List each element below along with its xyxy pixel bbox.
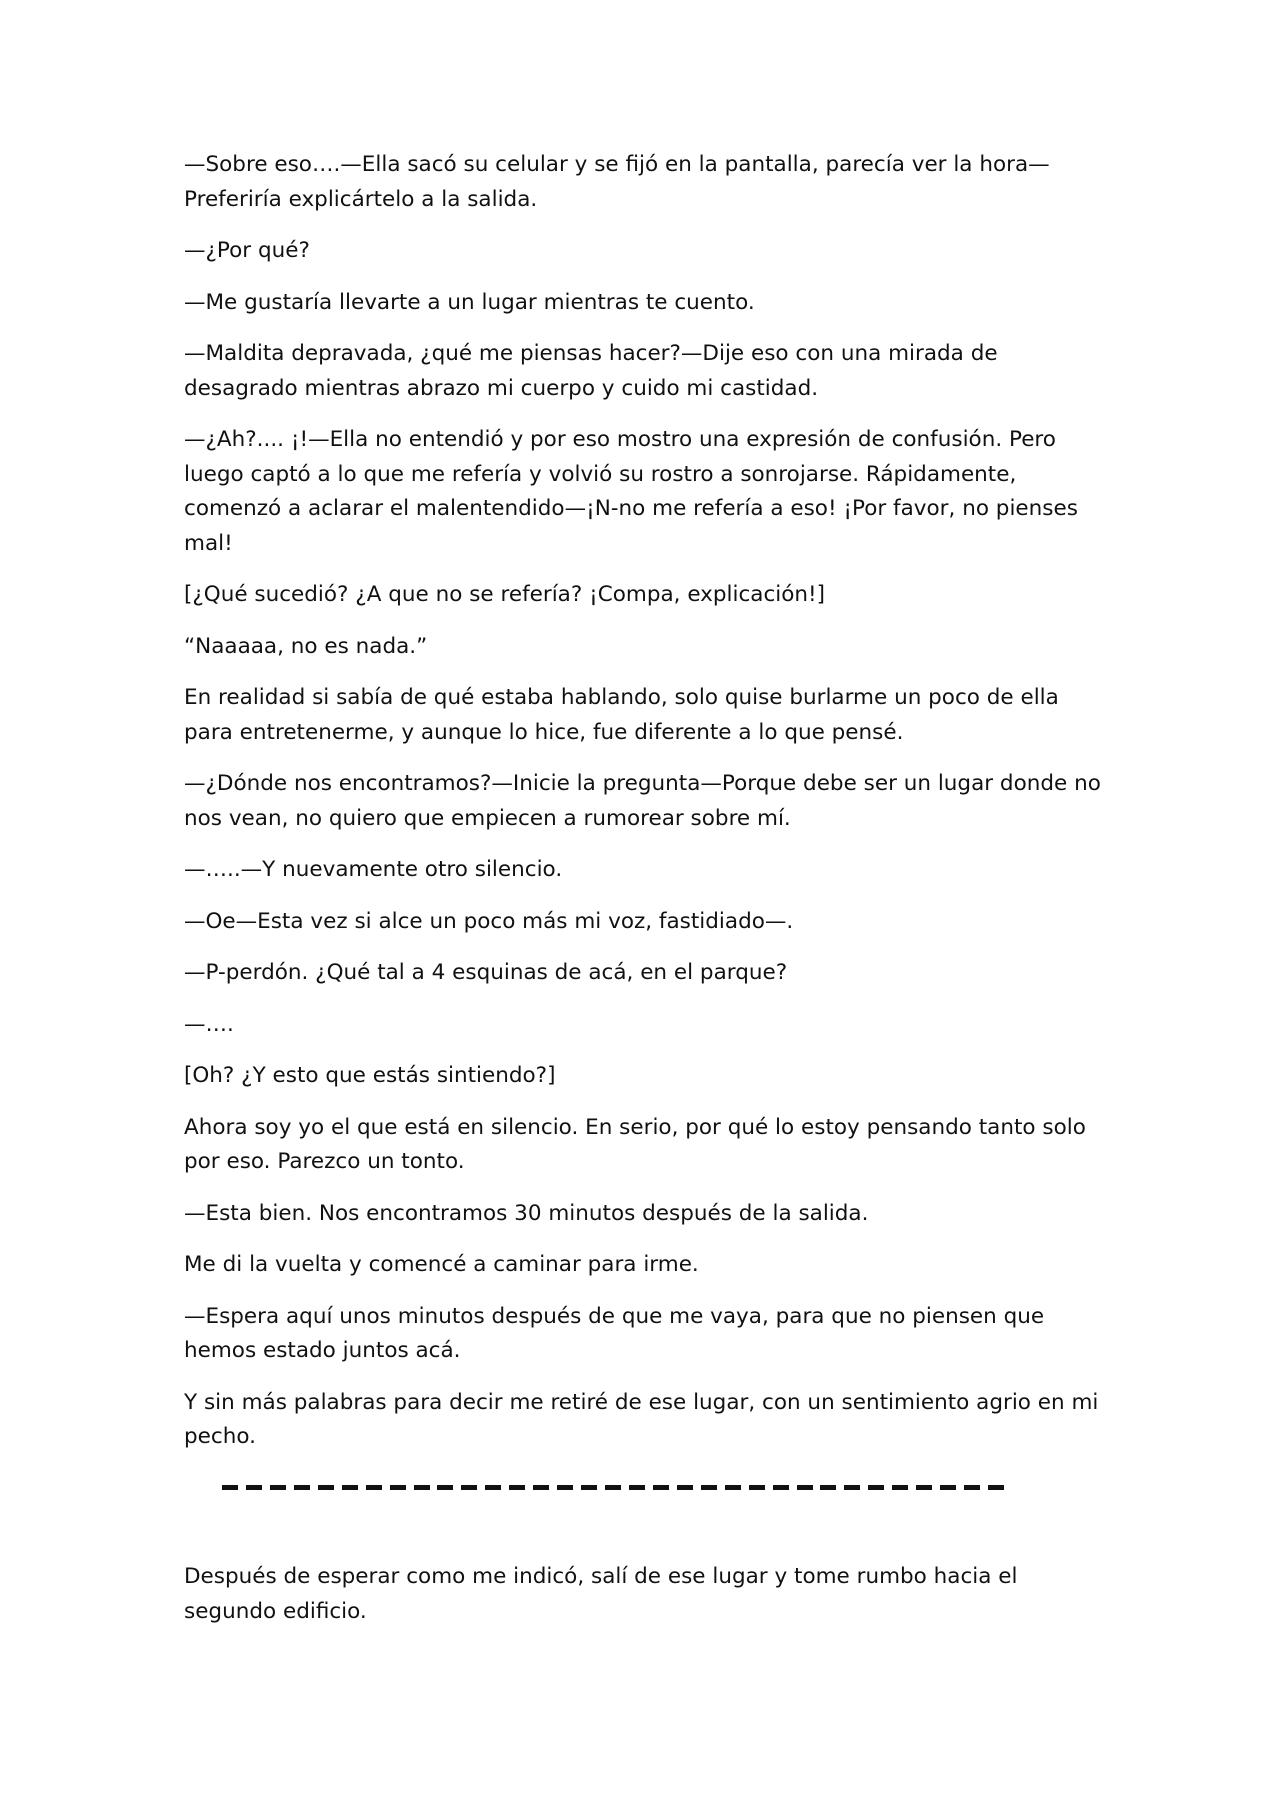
separator-dash [844,1485,860,1490]
separator-dash [342,1485,358,1490]
paragraph: —Me gustaría llevarte a un lugar mientras te cuento. [184,289,755,315]
separator-dash [820,1485,836,1490]
paragraph: —¿Dónde nos encontramos?—Inicie la pregunta—Porque debe ser un lugar donde no nos vean, no quiero que empiecen a rumorear sobre mí. [184,771,1101,831]
paragraph: [¿Qué sucedió? ¿A que no se refería? ¡Compa, explicación!] [184,582,826,607]
paragraph: —Maldita depravada, ¿qué me piensas hacer?—Dije eso con una mirada de desagrado mientras abrazo mi cuerpo y cuido mi castidad. [184,341,998,401]
separator-dash [509,1485,525,1490]
paragraph: Me di la vuelta y comencé a caminar para irme. [184,1252,699,1277]
separator-dash [773,1485,789,1490]
separator-dash [294,1485,310,1490]
separator-dash [677,1485,693,1490]
separator-dash [605,1485,621,1490]
paragraph: —¿Ah?.... ¡!—Ella no entendió y por eso mostro una expresión de confusión. Pero luego captó a lo que me refería y volvió su rostro a sonrojarse. Rápidamente, comenzó a aclarar el malentendido—¡N-no me refería a eso! ¡Por favor, no pienses mal! [184,427,1078,556]
separator-dash [414,1485,430,1490]
story-text [184,148,1114,1472]
separator-dash [390,1485,406,1490]
paragraph: —Sobre eso….—Ella sacó su celular y se fijó en la pantalla, parecía ver la hora—Preferiría explicártelo a la salida. [184,152,1050,212]
separator-dash [988,1485,1004,1490]
paragraph: Después de esperar como me indicó, salí de ese lugar y tome rumbo hacia el segundo edificio. [184,1564,1018,1624]
separator-dash [629,1485,645,1490]
separator-dash [485,1485,501,1490]
separator-dash [653,1485,669,1490]
paragraph: Ahora soy yo el que está en silencio. En serio, por qué lo estoy pensando tanto solo por eso. Parezco un tonto. [184,1114,1086,1174]
separator-dash [557,1485,573,1490]
separator-dash [581,1485,597,1490]
paragraph: “Naaaaa, no es nada.” [184,633,428,659]
separator-dash [725,1485,741,1490]
paragraph: —Esta bien. Nos encontramos 30 minutos después de la salida. [184,1200,869,1226]
paragraph: —…..—Y nuevamente otro silencio. [184,857,563,882]
separator-dash [916,1485,932,1490]
separator-dash [868,1485,884,1490]
separator-dash [533,1485,549,1490]
separator-dash [940,1485,956,1490]
separator-dash [437,1485,453,1490]
separator-dash [461,1485,477,1490]
paragraph: —…. [184,1011,234,1037]
separator-dash [749,1485,765,1490]
separator-dash [222,1485,238,1490]
paragraph: En realidad si sabía de qué estaba hablando, solo quise burlarme un poco de ella para entretenerme, y aunque lo hice, fue diferente a lo que pensé. [184,685,1059,745]
paragraph: —Espera aquí unos minutos después de que me vaya, para que no piensen que hemos estado juntos acá. [184,1303,1045,1363]
paragraph: Y sin más palabras para decir me retiré de ese lugar, con un sentimiento agrio en mi pecho. [184,1389,1099,1449]
paragraph: —Oe—Esta vez si alce un poco más mi voz, fastidiado—. [184,908,794,934]
separator-dash [797,1485,813,1490]
after-separator-text [184,1560,1114,1629]
separator-dash [892,1485,908,1490]
separator-dash [701,1485,717,1490]
section-separator [222,1476,1004,1498]
separator-dash [318,1485,334,1490]
paragraph: —¿Por qué? [184,238,310,263]
separator-dash [246,1485,262,1490]
paragraph: —P-perdón. ¿Qué tal a 4 esquinas de acá, en el parque? [184,960,788,985]
separator-dash [366,1485,382,1490]
paragraph: [Oh? ¿Y esto que estás sintiendo?] [184,1063,556,1088]
separator-dash [270,1485,286,1490]
separator-dash [964,1485,980,1490]
